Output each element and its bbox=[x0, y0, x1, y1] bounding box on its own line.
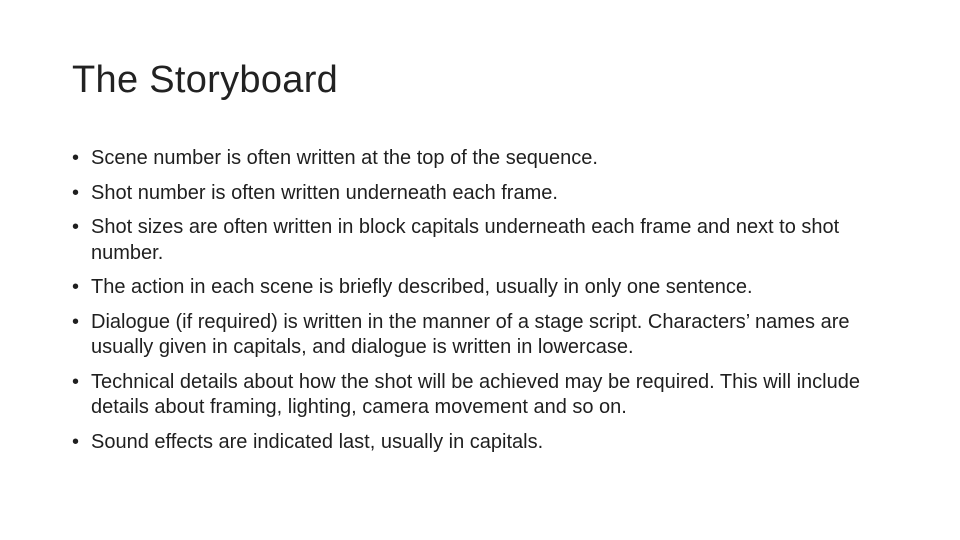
bullet-item bbox=[72, 215, 887, 266]
bullet-item bbox=[72, 275, 887, 301]
bullet-text: Sound effects are indicated last, usually in capitals. bbox=[91, 430, 544, 453]
bullet-item bbox=[72, 146, 887, 172]
bullet-marker: • bbox=[72, 181, 80, 204]
bullet-text: Technical details about how the shot will be achieved may be required. This will include details about framing, lighting, camera movement and so on. bbox=[91, 370, 860, 418]
bullet-marker: • bbox=[72, 276, 80, 298]
bullet-text: The action in each scene is briefly described, usually in only one sentence. bbox=[91, 276, 753, 298]
bullet-text: Dialogue (if required) is written in the manner of a stage script. Characters’ names are usually given in capitals, and dialogue is written in lowercase. bbox=[91, 310, 850, 358]
bullet-item bbox=[72, 370, 887, 421]
bullet-text: Scene number is often written at the top of the sequence. bbox=[91, 147, 598, 169]
bullet-marker: • bbox=[72, 430, 80, 453]
bullet-item bbox=[72, 430, 887, 456]
bullet-list bbox=[72, 146, 887, 464]
bullet-item bbox=[72, 310, 887, 361]
bullet-marker: • bbox=[72, 147, 80, 169]
bullet-item bbox=[72, 181, 887, 207]
bullet-marker: • bbox=[72, 216, 80, 238]
bullet-text: Shot sizes are often written in block capitals underneath each frame and next to shot number. bbox=[91, 216, 840, 264]
bullet-text: Shot number is often written underneath each frame. bbox=[91, 181, 558, 204]
bullet-marker: • bbox=[72, 370, 80, 393]
bullet-marker: • bbox=[72, 310, 80, 333]
slide-title: The Storyboard bbox=[72, 59, 339, 101]
